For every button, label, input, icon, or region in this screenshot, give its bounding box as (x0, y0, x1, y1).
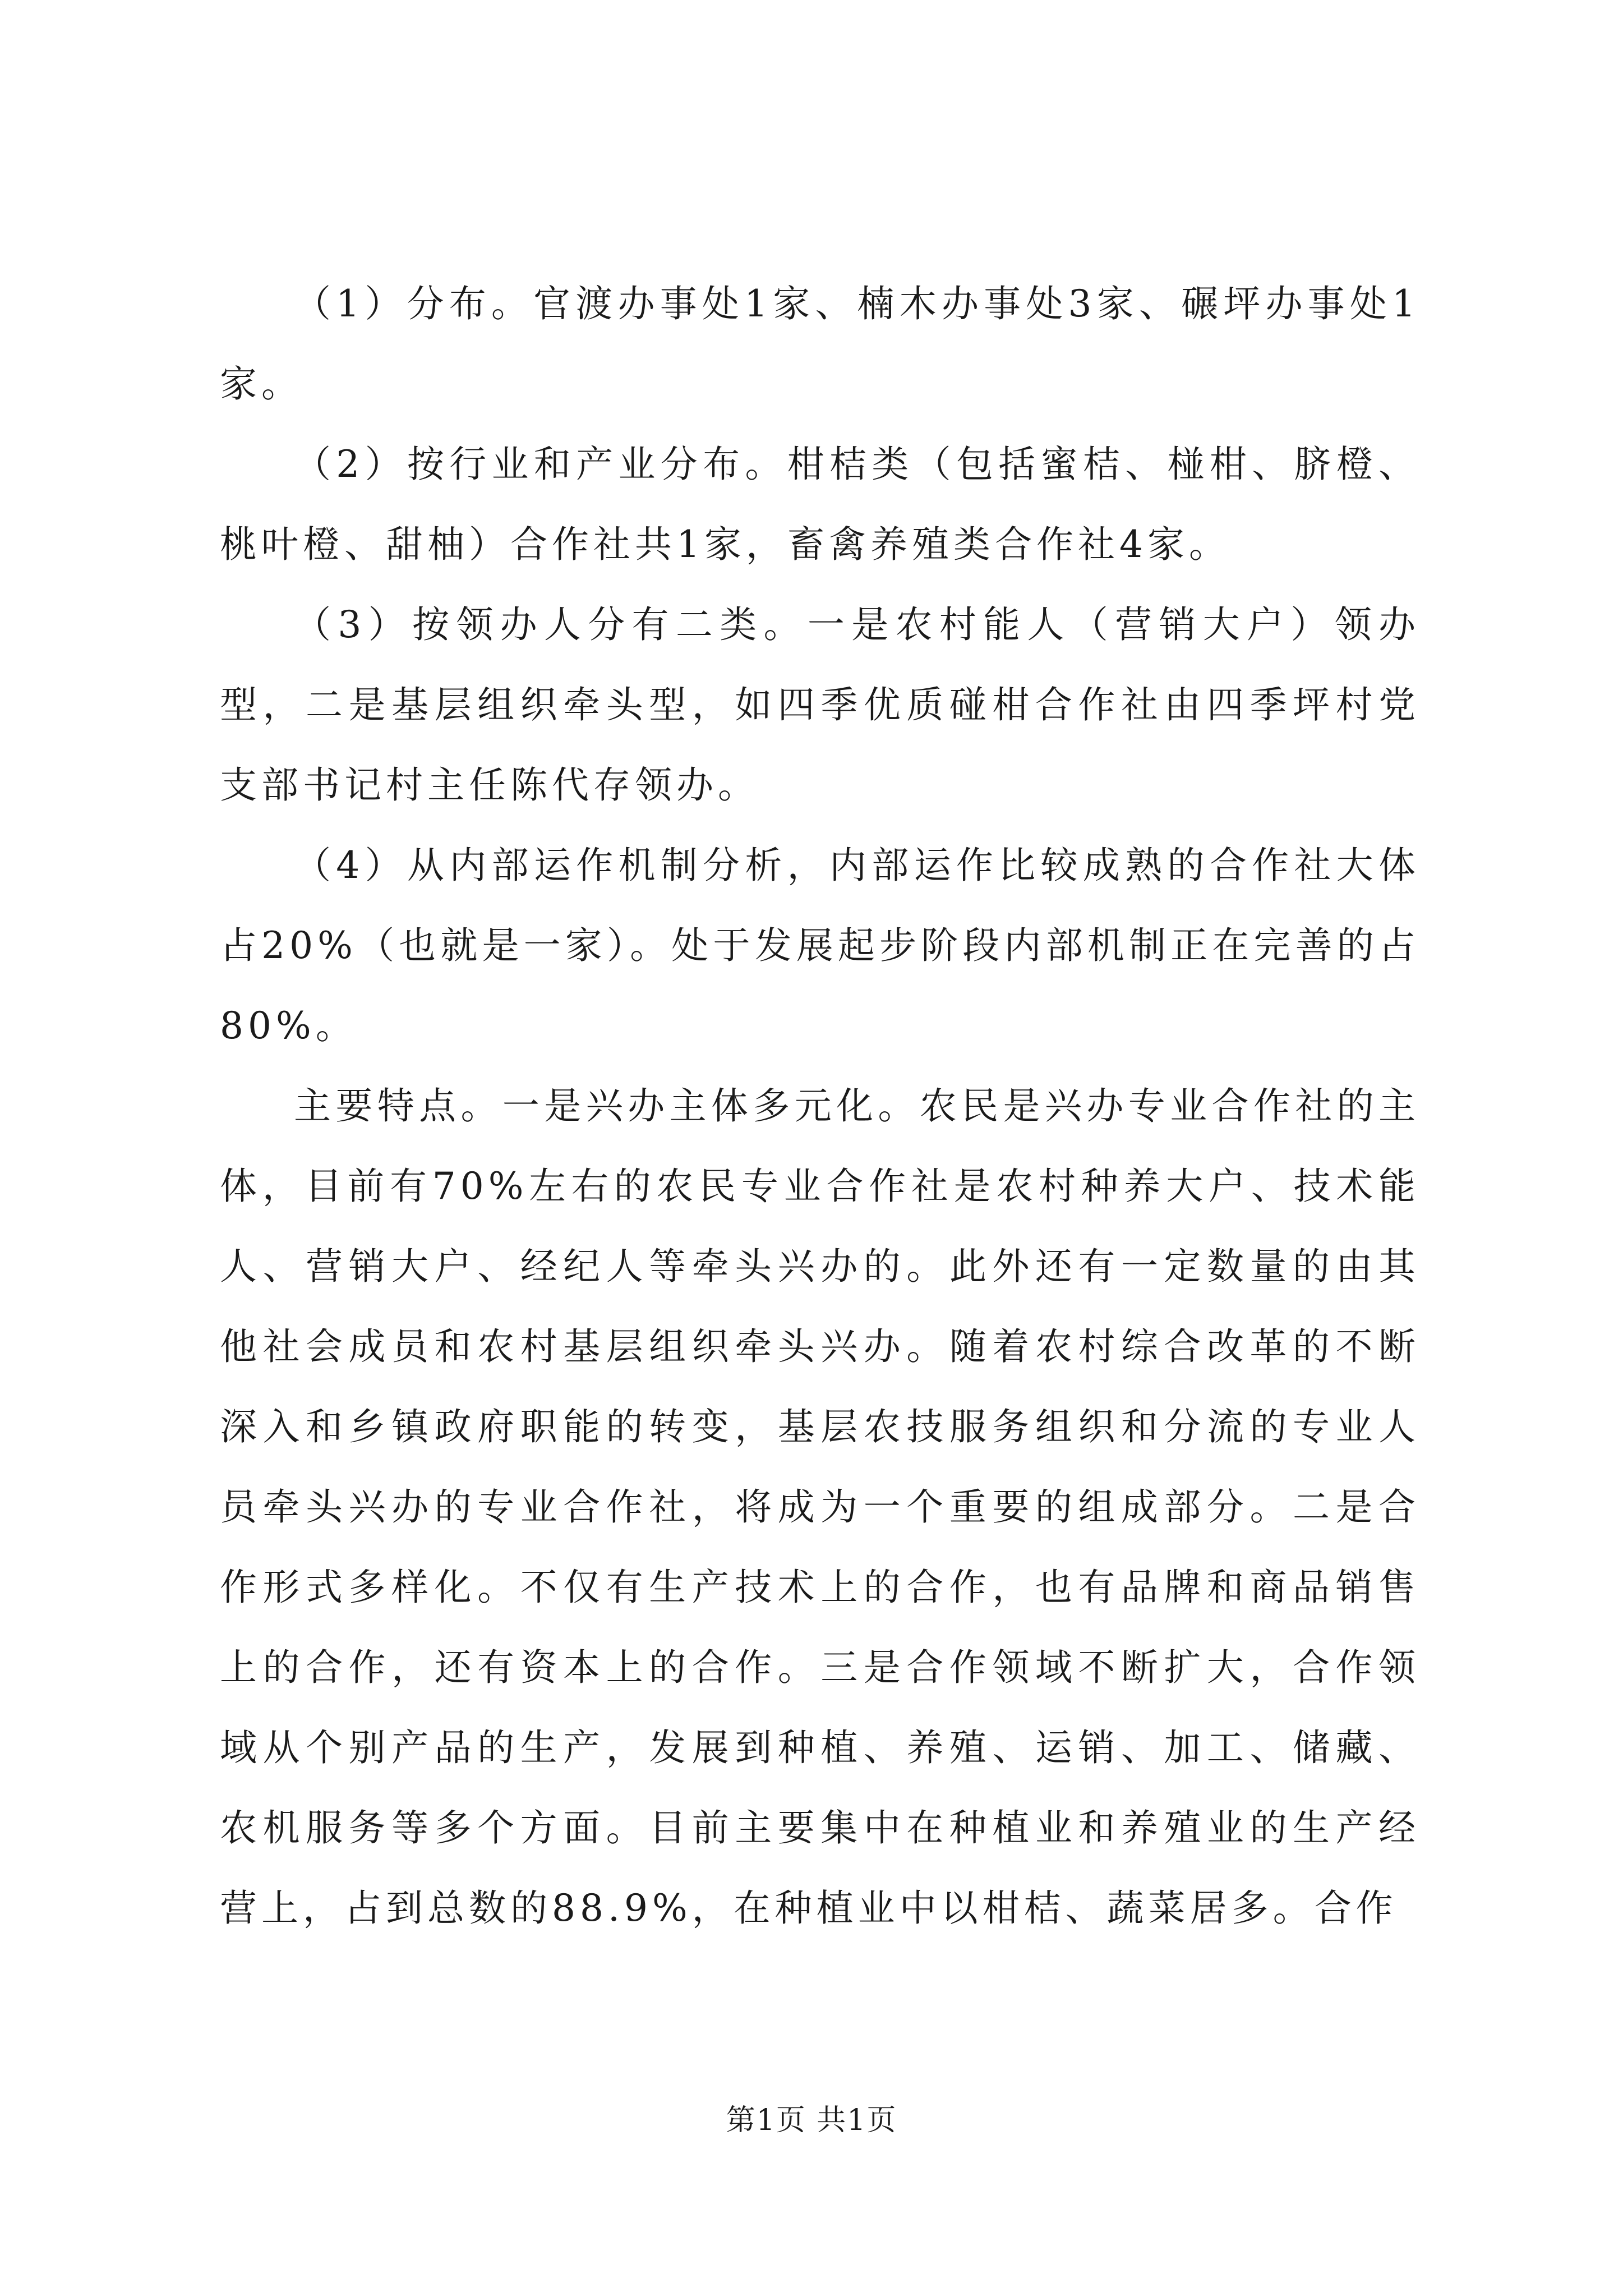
paragraph-main-features: 主要特点。一是兴办主体多元化。农民是兴办专业合作社的主体，目前有70%左右的农民专业合作社是农村种养大户、技术能人、营销大户、经纪人等牵头兴办的。此外还有一定数量的由其他社会成员和农村基层组织牵头兴办。随着农村综合改革的不断深入和乡镇政府职能的转变，基层农技服务组织和分流的专业人员牵头兴办的专业合作社，将成为一个重要的组成部分。二是合作形式多样化。不仅有生产技术上的合作，也有品牌和商品销售上的合作，还有资本上的合作。三是合作领域不断扩大，合作领域从个别产品的生产，发展到种植、养殖、运销、加工、储藏、农机服务等多个方面。目前主要集中在种植业和养殖业的生产经营上，占到总数的88.9%，在种植业中以柑桔、蔬菜居多。合作 (220, 1084, 1420, 1930)
document-body (220, 264, 1420, 1948)
paragraph-mechanism: （4）从内部运作机制分析，内部运作比较成熟的合作社大体占20%（也就是一家）。处于发展起步阶段内部机制正在完善的占80%。 (220, 844, 1420, 1047)
paragraph-distribution: （1）分布。官渡办事处1家、楠木办事处3家、碾坪办事处1家。 (220, 282, 1420, 406)
paragraph-leaders: （3）按领办人分有二类。一是农村能人（营销大户）领办型，二是基层组织牵头型，如四季优质碰柑合作社由四季坪村党支部书记村主任陈代存领办。 (220, 603, 1420, 807)
page-footer: 第1页 共1页 (726, 2104, 897, 2137)
paragraph-industry: （2）按行业和产业分布。柑桔类（包括蜜桔、椪柑、脐橙、桃叶橙、甜柚）合作社共1家，畜禽养殖类合作社4家。 (220, 443, 1420, 566)
